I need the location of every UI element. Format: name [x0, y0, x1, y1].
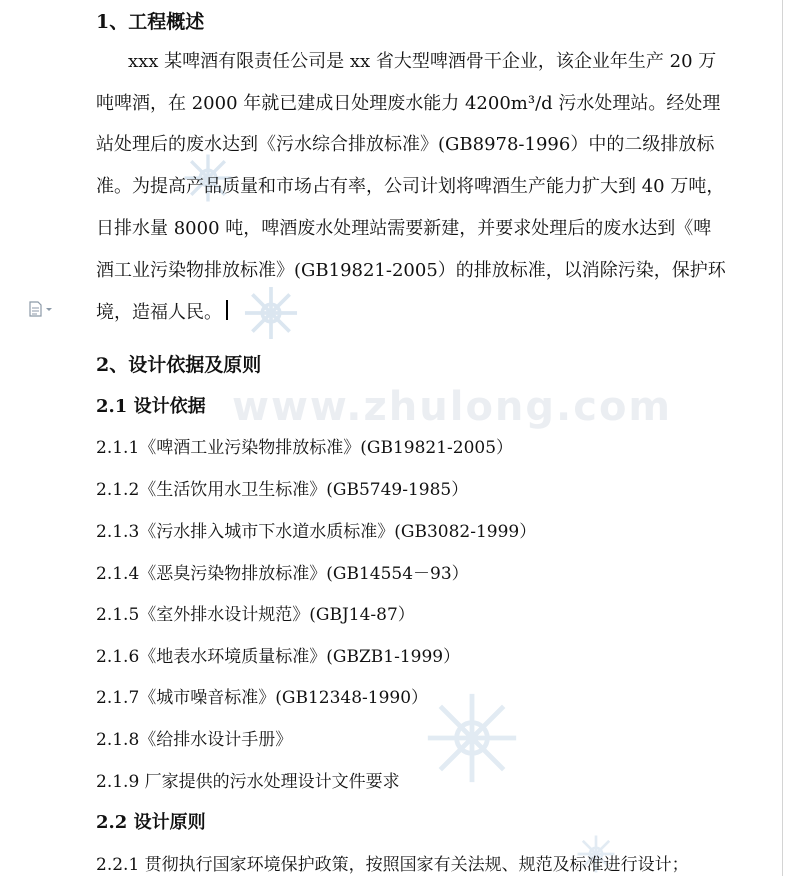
basis-item: 2.1.3《污水排入城市下水道水质标准》(GB3082-1999）	[96, 522, 537, 542]
snowflake-watermark-icon	[240, 282, 302, 344]
paragraph-line: 酒工业污染物排放标准》(GB19821-2005）的排放标准，以消除污染，保护环	[96, 260, 726, 281]
section-heading-basis: 2、设计依据及原则	[96, 354, 262, 376]
paragraph-line: 日排水量 8000 吨，啤酒废水处理站需要新建，并要求处理后的废水达到《啤	[96, 218, 712, 239]
paragraph-line: 吨啤酒，在 2000 年就已建成日处理废水能力 4200m³/d 污水处理站。经处理	[96, 93, 721, 114]
snowflake-watermark-icon	[424, 690, 520, 786]
paragraph-line: xxx 某啤酒有限责任公司是 xx 省大型啤酒骨干企业，该企业年生产 20 万	[128, 51, 717, 72]
basis-item: 2.1.2《生活饮用水卫生标准》(GB5749-1985）	[96, 480, 469, 500]
watermark-text: www.zhulong.com	[232, 384, 673, 430]
basis-item: 2.1.8《给排水设计手册》	[96, 730, 293, 750]
page-margin-line	[782, 0, 783, 876]
basis-item: 2.1.6《地表水环境质量标准》(GBZB1-1999）	[96, 647, 461, 667]
paragraph-line: 境，造福人民。	[96, 302, 222, 323]
document-icon[interactable]	[28, 300, 56, 318]
section-heading-overview: 1、工程概述	[96, 11, 205, 33]
subsection-heading-principles: 2.2 设计原则	[96, 812, 206, 833]
basis-item: 2.1.1《啤酒工业污染物排放标准》(GB19821-2005）	[96, 438, 514, 458]
subsection-heading-basis: 2.1 设计依据	[96, 396, 206, 417]
basis-item: 2.1.4《恶臭污染物排放标准》(GB14554－93）	[96, 564, 469, 584]
principle-item: 2.2.1 贯彻执行国家环境保护政策，按照国家有关法规、规范及标准进行设计；	[96, 855, 689, 875]
paragraph-line: 站处理后的废水达到《污水综合排放标准》(GB8978-1996）中的二级排放标	[96, 134, 715, 155]
text-cursor	[226, 300, 228, 320]
basis-item: 2.1.7《城市噪音标准》(GB12348-1990）	[96, 688, 429, 708]
basis-item: 2.1.5《室外排水设计规范》(GBJ14-87）	[96, 605, 415, 625]
basis-item: 2.1.9 厂家提供的污水处理设计文件要求	[96, 772, 400, 792]
paragraph-line: 准。为提高产品质量和市场占有率，公司计划将啤酒生产能力扩大到 40 万吨，	[96, 176, 725, 197]
